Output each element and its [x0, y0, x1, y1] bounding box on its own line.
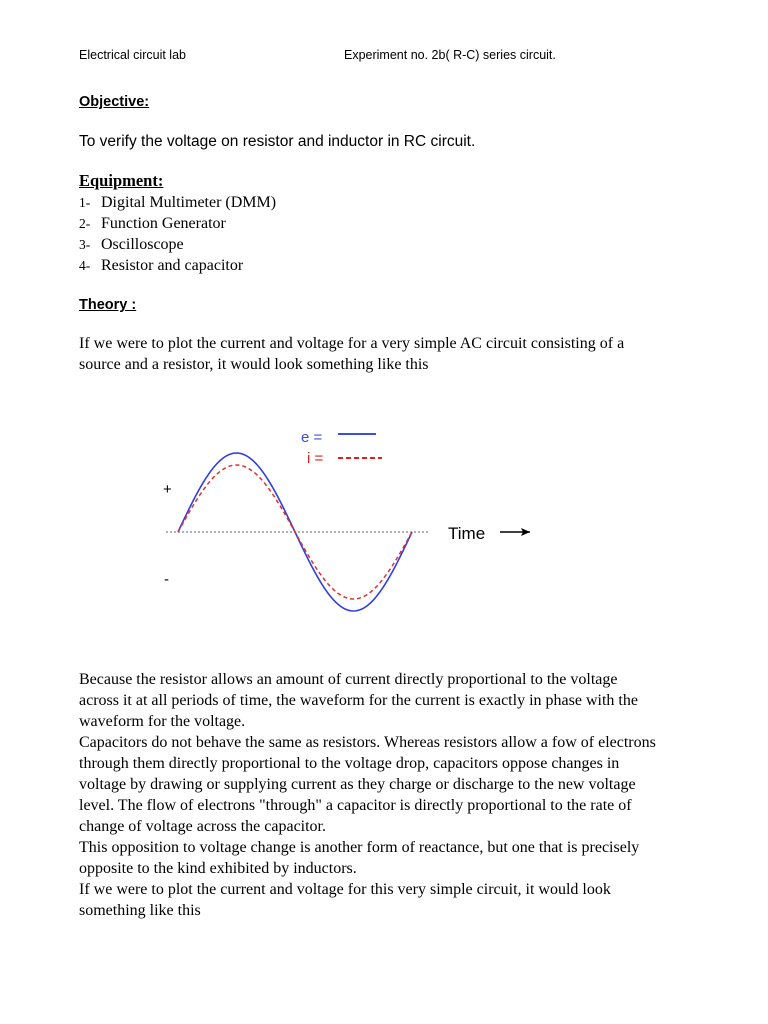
equipment-item — [79, 213, 276, 234]
equipment-list — [79, 192, 276, 276]
text-line: If we were to plot the current and voltage for this very simple circuit, it would look — [79, 881, 611, 898]
equipment-item-label: Resistor and capacitor — [101, 257, 244, 274]
legend-current-label: i = — [307, 450, 324, 467]
plus-sign: + — [163, 481, 172, 498]
equipment-item-number: 1- — [79, 195, 91, 210]
equipment-item-number: 3- — [79, 237, 91, 252]
text-line: through them directly proportional to the voltage drop, capacitors oppose changes in — [79, 755, 620, 772]
text-line: If we were to plot the current and voltage for a very simple AC circuit consisting of a — [79, 335, 625, 352]
text-line: level. The flow of electrons "through" a capacitor is directly proportional to the rate of — [79, 797, 632, 814]
header-experiment-title: Experiment no. 2b( R-C) series circuit. — [344, 48, 556, 62]
text-line: opposite to the kind exhibited by inductors. — [79, 860, 357, 877]
current-waveform — [178, 465, 412, 599]
time-axis-label: Time — [448, 524, 486, 543]
objective-text: To verify the voltage on resistor and inductor in RC circuit. — [79, 133, 476, 150]
minus-sign: - — [164, 571, 169, 588]
equipment-item-label: Function Generator — [101, 215, 226, 232]
text-line: change of voltage across the capacitor. — [79, 818, 326, 835]
equipment-item-label: Digital Multimeter (DMM) — [101, 194, 277, 211]
text-line: across it at all periods of time, the waveform for the current is exactly in phase with the — [79, 692, 638, 709]
waveform-figure — [150, 420, 550, 620]
equipment-item — [79, 192, 276, 213]
objective-heading: Objective: — [79, 94, 150, 110]
header-lab-title: Electrical circuit lab — [79, 48, 186, 62]
equipment-item-label: Oscilloscope — [101, 236, 184, 253]
equipment-item — [79, 234, 276, 255]
text-line: source and a resistor, it would look something like this — [79, 356, 429, 373]
text-line: something like this — [79, 902, 201, 919]
waveform-diagram — [150, 420, 550, 620]
theory-heading: Theory : — [79, 297, 137, 313]
theory-paragraph-2 — [79, 669, 729, 921]
equipment-item-number: 2- — [79, 216, 91, 231]
equipment-item-number: 4- — [79, 258, 91, 273]
text-line: Capacitors do not behave the same as resistors. Whereas resistors allow a fow of electrons — [79, 734, 656, 751]
legend-voltage-label: e = — [301, 429, 323, 446]
equipment-heading: Equipment: — [79, 171, 164, 190]
text-line: voltage by drawing or supplying current as they charge or discharge to the new voltage — [79, 776, 636, 793]
equipment-item — [79, 255, 276, 276]
text-line: Because the resistor allows an amount of current directly proportional to the voltage — [79, 671, 618, 688]
theory-paragraph-1 — [79, 333, 729, 375]
text-line: waveform for the voltage. — [79, 713, 246, 730]
text-line: This opposition to voltage change is another form of reactance, but one that is precisely — [79, 839, 640, 856]
